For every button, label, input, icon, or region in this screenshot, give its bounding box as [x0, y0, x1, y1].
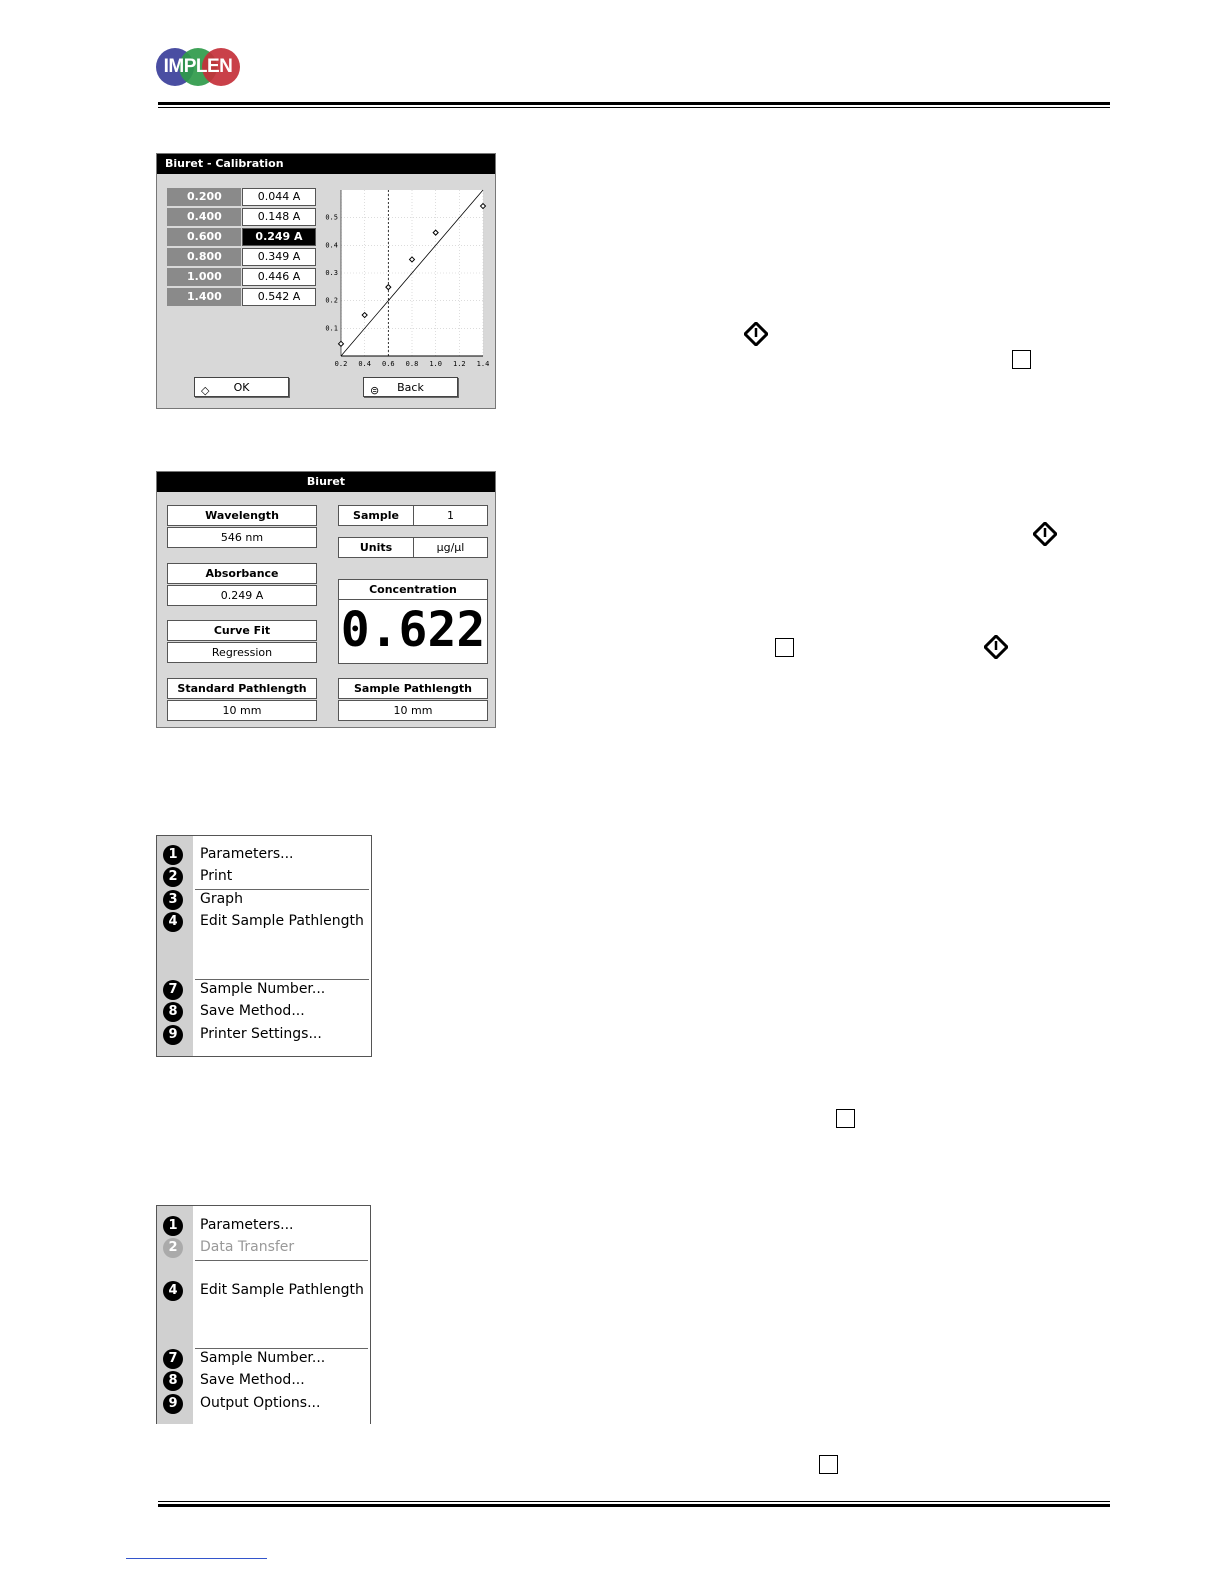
menu-item-parameters[interactable]	[157, 844, 371, 866]
key-4-icon: 4	[163, 1281, 183, 1301]
curve-fit-value: Regression	[167, 642, 317, 663]
calibration-chart	[321, 184, 493, 368]
menu-item-label: Parameters...	[200, 846, 294, 862]
diamond-key-icon: ◇	[201, 384, 210, 397]
sample-value: 1	[413, 505, 488, 526]
menu-item-print[interactable]	[157, 866, 371, 888]
menu-item-label: Data Transfer	[200, 1239, 295, 1255]
menu-item-label: Save Method...	[200, 1372, 305, 1388]
menu-item-label: Print	[200, 868, 233, 884]
options-menu-print	[156, 835, 372, 1057]
menu-item-label: Edit Sample Pathlength	[200, 913, 364, 929]
menu-item-sample-number[interactable]	[157, 979, 371, 1001]
standard-absorbance[interactable]: 0.446 A	[242, 268, 316, 286]
square-key-icon	[1012, 350, 1031, 369]
key-3-icon: 3	[163, 890, 183, 910]
y-tick-label: 0.1	[325, 324, 338, 333]
concentration-value: 0.622	[338, 599, 488, 664]
menu-item-data-transfer[interactable]	[157, 1237, 371, 1259]
absorbance-value: 0.249 A	[167, 585, 317, 606]
absorbance-label: Absorbance	[167, 563, 317, 584]
menu-item-parameters[interactable]	[157, 1215, 371, 1237]
standard-absorbance[interactable]: 0.148 A	[242, 208, 316, 226]
logo-text: IMPLEN	[163, 56, 233, 77]
units-value: µg/µl	[413, 537, 488, 558]
menu-item-label: Edit Sample Pathlength	[200, 1282, 364, 1298]
ok-button[interactable]	[194, 377, 289, 397]
header-rule-thin	[158, 107, 1110, 108]
menu-item-edit-sample-pathlength[interactable]	[157, 911, 371, 933]
units-label: Units	[338, 537, 414, 558]
standard-concentration: 0.200	[167, 188, 241, 206]
concentration-label: Concentration	[338, 579, 488, 600]
key-9-icon: 9	[163, 1394, 183, 1414]
y-tick-label: 0.4	[325, 241, 338, 250]
key-9-icon: 9	[163, 1025, 183, 1045]
back-key-icon: ⊜	[370, 384, 380, 397]
key-1-icon: 1	[163, 845, 183, 865]
square-key-icon	[775, 638, 794, 657]
standard-absorbance-selected[interactable]: 0.249 A	[242, 228, 316, 246]
x-tick-label: 1.2	[453, 360, 466, 368]
menu-item-label: Parameters...	[200, 1217, 294, 1233]
x-tick-label: 0.8	[405, 360, 419, 368]
x-tick-label: 0.2	[334, 360, 348, 368]
header-rule	[158, 102, 1110, 105]
menu-item-printer-settings[interactable]	[157, 1024, 371, 1046]
standard-concentration: 1.400	[167, 288, 241, 306]
standard-pathlength-value: 10 mm	[167, 700, 317, 721]
menu-item-label: Printer Settings...	[200, 1026, 322, 1042]
key-8-icon: 8	[163, 1002, 183, 1022]
menu-item-label: Sample Number...	[200, 1350, 326, 1366]
wavelength-value: 546 nm	[167, 527, 317, 548]
y-tick-label: 0.5	[325, 213, 338, 222]
key-8-icon: 8	[163, 1371, 183, 1391]
standard-concentration: 0.400	[167, 208, 241, 226]
footer-rule-thin	[158, 1501, 1110, 1502]
wavelength-label: Wavelength	[167, 505, 317, 526]
menu-item-sample-number[interactable]	[157, 1348, 371, 1370]
y-tick-label: 0.3	[325, 269, 338, 277]
menu-item-graph[interactable]	[157, 889, 371, 911]
back-button[interactable]	[363, 377, 458, 397]
back-label: Back	[397, 381, 424, 394]
footer-rule	[158, 1504, 1110, 1507]
square-key-icon	[836, 1109, 855, 1128]
implen-logo	[156, 48, 240, 88]
options-menu-output	[156, 1205, 371, 1424]
menu-item-label: Output Options...	[200, 1395, 321, 1411]
x-tick-label: 1.0	[429, 360, 442, 368]
square-key-icon	[819, 1455, 838, 1474]
menu-item-edit-sample-pathlength[interactable]	[157, 1280, 371, 1302]
standard-concentration: 1.000	[167, 268, 241, 286]
key-1-icon: 1	[163, 1216, 183, 1236]
menu-item-output-options[interactable]	[157, 1393, 371, 1415]
y-tick-label: 0.2	[325, 296, 338, 305]
calibration-window	[156, 153, 496, 409]
menu-item-label: Save Method...	[200, 1003, 305, 1019]
diamond-key-icon	[1033, 522, 1057, 546]
menu-separator	[195, 1260, 368, 1261]
menu-item-save-method[interactable]	[157, 1001, 371, 1023]
standard-pathlength-label: Standard Pathlength	[167, 678, 317, 699]
diamond-key-icon	[744, 322, 768, 346]
key-2-icon: 2	[163, 867, 183, 887]
key-4-icon: 4	[163, 912, 183, 932]
diamond-key-icon	[984, 635, 1008, 659]
calibration-title: Biuret - Calibration	[157, 154, 495, 174]
key-2-icon: 2	[163, 1238, 183, 1258]
key-7-icon: 7	[163, 1349, 183, 1369]
results-window	[156, 471, 496, 728]
menu-item-label: Graph	[200, 891, 243, 907]
standard-concentration: 0.600	[167, 228, 241, 246]
sample-pathlength-value: 10 mm	[338, 700, 488, 721]
footnote-rule	[126, 1558, 267, 1559]
standard-absorbance[interactable]: 0.542 A	[242, 288, 316, 306]
x-tick-label: 0.4	[358, 360, 371, 368]
standard-absorbance[interactable]: 0.044 A	[242, 188, 316, 206]
menu-item-label: Sample Number...	[200, 981, 326, 997]
x-tick-label: 1.4	[476, 360, 490, 368]
x-tick-label: 0.6	[382, 360, 395, 368]
key-7-icon: 7	[163, 980, 183, 1000]
standard-concentration: 0.800	[167, 248, 241, 266]
sample-pathlength-label: Sample Pathlength	[338, 678, 488, 699]
standard-absorbance[interactable]: 0.349 A	[242, 248, 316, 266]
sample-label: Sample	[338, 505, 414, 526]
results-title: Biuret	[157, 472, 495, 492]
menu-item-save-method[interactable]	[157, 1370, 371, 1392]
ok-label: OK	[233, 381, 250, 394]
curve-fit-label: Curve Fit	[167, 620, 317, 641]
